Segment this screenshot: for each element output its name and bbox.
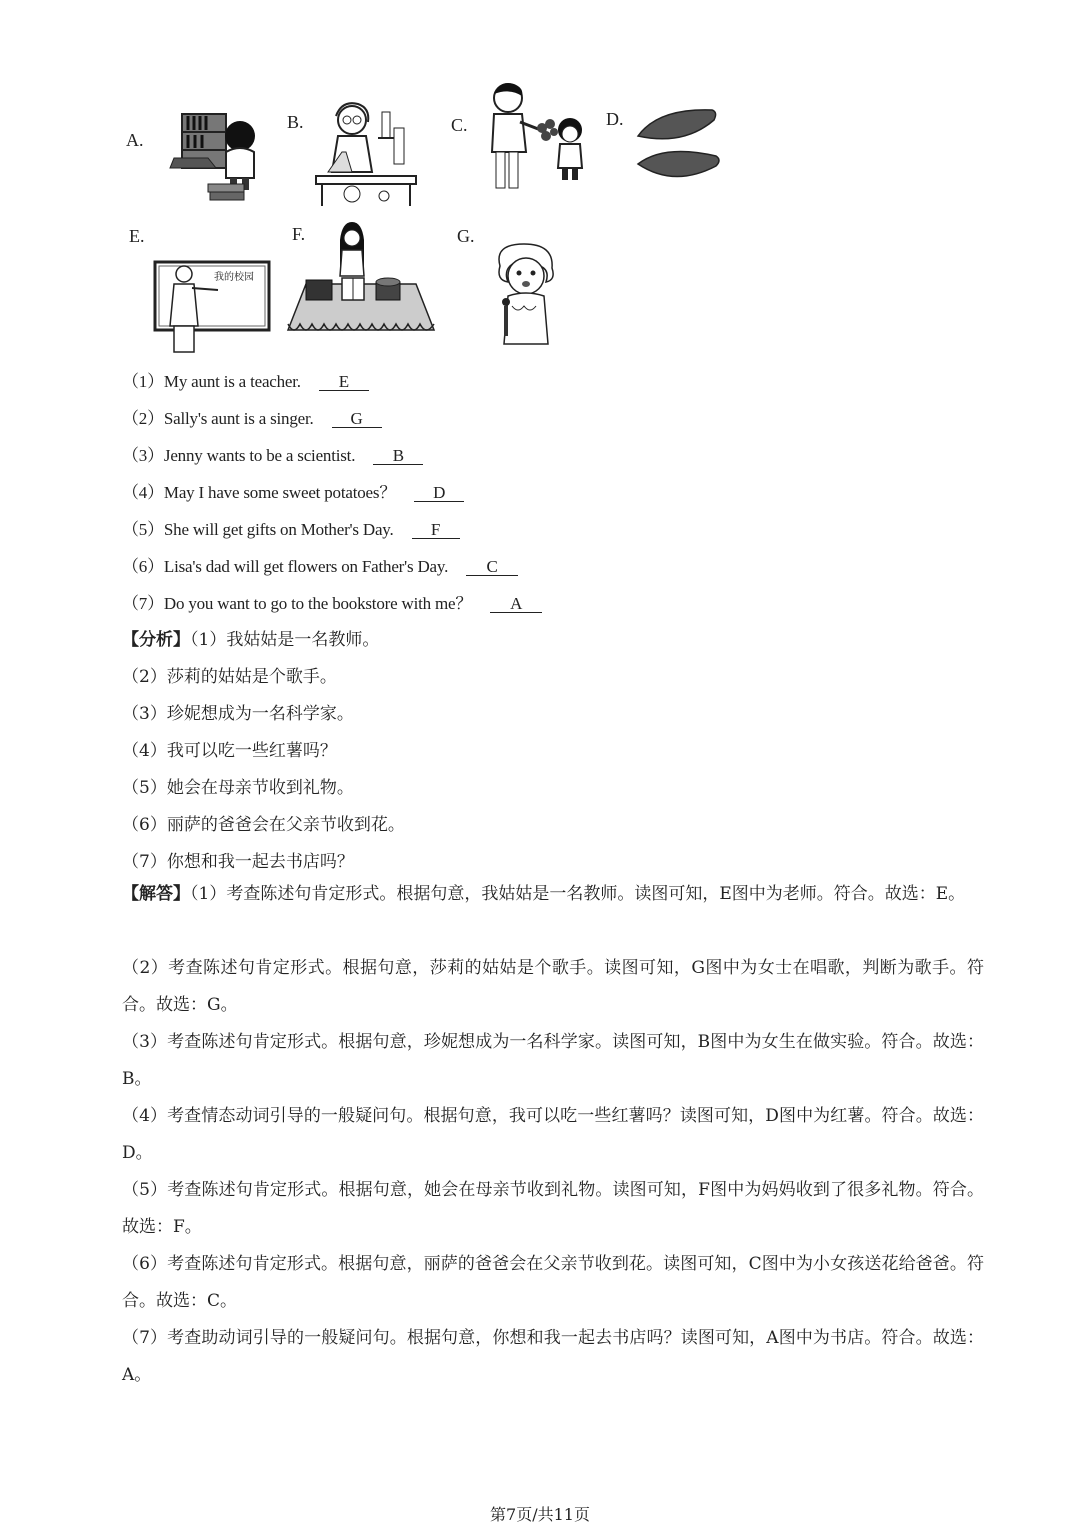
picture-label-a: A. (126, 130, 144, 150)
picture-label-b: B. (287, 112, 304, 132)
analysis-line-1: 【分析】（1）我姑姑是一名教师。 (122, 630, 380, 650)
answer-blank-3: B (373, 447, 423, 465)
answer-blank-5: F (412, 521, 460, 539)
analysis-line-3: （3）珍妮想成为一名科学家。 (122, 704, 354, 724)
picture-label-e: E. (129, 226, 145, 246)
question-6: （6）Lisa's dad will get flowers on Father's Day. C (122, 552, 518, 577)
question-3: （3）Jenny wants to be a scientist. B (122, 441, 423, 466)
answer-blank-2: G (332, 410, 382, 428)
solution-paragraph-6: （6）考查陈述句肯定形式。根据句意，丽萨的爸爸会在父亲节收到花。读图可知，C图中为小女孩送花给爸爸。符合。故选：C。 (122, 1254, 984, 1311)
solution-paragraph-7: （7）考查助动词引导的一般疑问句。根据句意，你想和我一起去书店吗？读图可知，A图中为书店。符合。故选：A。 (122, 1328, 984, 1385)
analysis-line-2: （2）莎莉的姑姑是个歌手。 (122, 667, 337, 687)
picture-label-g: G. (457, 226, 475, 246)
picture-f-gifts (284, 220, 438, 340)
picture-label-c: C. (451, 115, 468, 135)
answer-blank-7: A (490, 595, 542, 613)
question-1: （1）My aunt is a teacher. E (122, 367, 369, 392)
picture-label-d: D. (606, 109, 624, 129)
question-5: （5）She will get gifts on Mother's Day. F (122, 515, 460, 540)
analysis-line-7: （7）你想和我一起去书店吗？ (122, 852, 354, 872)
question-7: （7）Do you want to go to the bookstore with me？ A (122, 589, 542, 614)
answer-blank-6: C (466, 558, 518, 576)
board-text: 我的校园 (214, 272, 254, 283)
solution-paragraph-2: （2）考查陈述句肯定形式。根据句意，莎莉的姑姑是个歌手。读图可知，G图中为女士在唱歌，判断为歌手。符合。故选：G。 (122, 958, 984, 1015)
question-4: （4）May I have some sweet potatoes？ D (122, 478, 464, 503)
solution-paragraph-1: 【解答】（1）考查陈述句肯定形式。根据句意，我姑姑是一名教师。读图可知，E图中为老师。符合。故选：E。 (122, 884, 966, 904)
answer-blank-4: D (414, 484, 464, 502)
solution-paragraph-5: （5）考查陈述句肯定形式。根据句意，她会在母亲节收到礼物。读图可知，F图中为妈妈收到了很多礼物。符合。故选：F。 (122, 1180, 984, 1237)
picture-c-flowers-dad (480, 80, 595, 195)
solution-label: 【解答】 (122, 884, 190, 904)
answer-blank-1: E (319, 373, 369, 391)
solution-paragraph-4: （4）考查情态动词引导的一般疑问句。根据句意，我可以吃一些红薯吗？读图可知，D图中为红薯。符合。故选：D。 (122, 1106, 984, 1163)
picture-b-scientist (312, 98, 422, 208)
solution-paragraph-3: （3）考查陈述句肯定形式。根据句意，珍妮想成为一名科学家。读图可知，B图中为女生在做实验。符合。故选：B。 (122, 1032, 984, 1089)
picture-g-singer (490, 240, 564, 346)
question-2: （2）Sally's aunt is a singer. G (122, 404, 382, 429)
picture-label-f: F. (292, 224, 306, 244)
picture-e-teacher (152, 256, 272, 354)
page-number: 第7页/共11页 (490, 1505, 590, 1524)
analysis-label: 【分析】 (122, 630, 190, 650)
analysis-line-4: （4）我可以吃一些红薯吗？ (122, 741, 337, 761)
analysis-line-6: （6）丽萨的爸爸会在父亲节收到花。 (122, 815, 405, 835)
analysis-line-5: （5）她会在母亲节收到礼物。 (122, 778, 354, 798)
picture-a-bookstore (168, 108, 268, 208)
picture-d-sweet-potatoes (634, 106, 724, 188)
